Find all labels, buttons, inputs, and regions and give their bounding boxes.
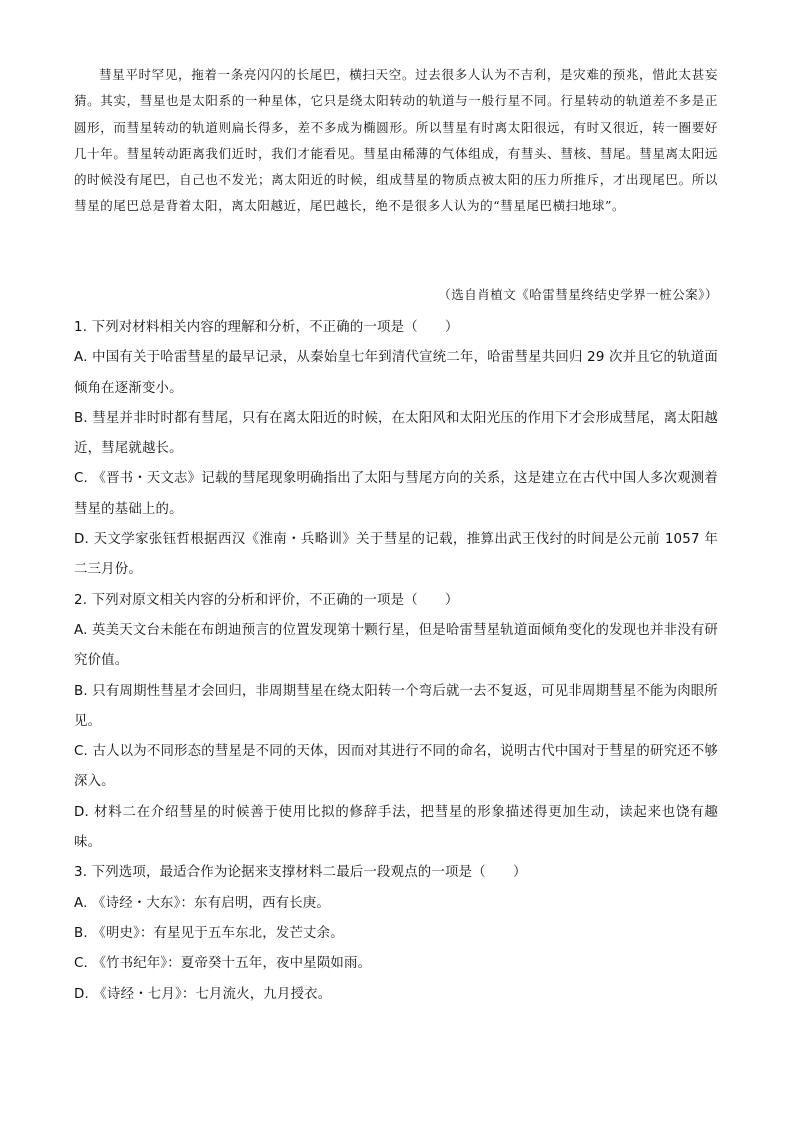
option-c: C. 古人以为不同形态的彗星是不同的天体，因而对其进行不同的命名，说明古代中国对于彗星的研究还不够深入。 <box>74 744 718 790</box>
passage-source: （选自肖植文《哈雷彗星终结史学界一桩公案》） <box>438 287 718 302</box>
question-2 <box>74 586 718 859</box>
question-stem: 1. 下列对材料相关内容的理解和分析，不正确的一项是（ ） <box>74 320 459 335</box>
option-b: B. 《明史》：有星见于五车东北，发芒丈余。 <box>74 925 344 941</box>
option-a: A. 中国有关于哈雷彗星的最早记录，从秦始皇七年到清代宣统二年，哈雷彗星共回归 29 次并且它的轨道面倾角在逐渐变小。 <box>74 350 718 396</box>
option-b: B. 只有周期性彗星才会回归，非周期彗星在绕太阳转一个弯后就一去不复返，可见非周期彗星不能为肉眼所见。 <box>74 683 718 729</box>
question-1 <box>74 313 718 586</box>
option-d: D. 天文学家张钰哲根据西汉《淮南・兵略训》关于彗星的记载，推算出武王伐纣的时间是公元前 1057 年二三月份。 <box>74 532 718 578</box>
passage-paragraph: 彗星平时罕见，拖着一条亮闪闪的长尾巴，横扫天空。过去很多人认为不吉利，是灾难的预兆，惜此太甚妄猜。其实，彗星也是太阳系的一种星体，它只是绕太阳转动的轨道与一般行星不同。行星转动的轨道差不多是正圆形，而彗星转动的轨道则扁长得多，差不多成为椭圆形。所以彗星有时离太阳很远，有时又很近，转一圈要好几十年。彗星转动距离我们近时，我们才能看见。彗星由稀薄的气体组成，有彗头、彗核、彗尾。彗星离太阳远的时候没有尾巴，自己也不发光；离太阳近的时候，组成彗星的物质点被太阳的压力所推斥，才出现尾巴。所以彗星的尾巴总是背着太阳，离太阳越近，尾巴越长，绝不是很多人认为的“彗星尾巴横扫地球”。 <box>74 67 718 214</box>
option-c: C. 《竹书纪年》：夏帝癸十五年，夜中星陨如雨。 <box>74 956 372 972</box>
option-a: A. 英美天文台未能在布朗迪预言的位置发现第十颗行星，但是哈雷彗星轨道面倾角变化的发现也并非没有研究价值。 <box>74 622 718 669</box>
question-3 <box>74 858 718 1009</box>
question-stem: 3. 下列选项，最适合作为论据来支撑材料二最后一段观点的一项是（ ） <box>74 865 527 881</box>
question-stem: 2. 下列对原文相关内容的分析和评价，不正确的一项是（ ） <box>74 592 459 608</box>
question-list <box>74 313 718 1010</box>
option-d: D. 《诗经・七月》：七月流火，九月授衣。 <box>74 986 332 1002</box>
option-c: C. 《晋书・天文志》记载的彗尾现象明确指出了太阳与彗尾方向的关系，这是建立在古代中国人多次观测着彗星的基础上的。 <box>74 471 718 517</box>
option-d: D. 材料二在介绍彗星的时候善于使用比拟的修辞手法，把彗星的形象描述得更加生动，读起来也饶有趣味。 <box>74 804 718 851</box>
option-a: A. 《诗经・大东》：东有启明，西有长庚。 <box>74 895 330 911</box>
option-b: B. 彗星并非时时都有彗尾，只有在离太阳近的时候，在太阳风和太阳光压的作用下才会形成彗尾，离太阳越近，彗尾就越长。 <box>74 410 718 457</box>
